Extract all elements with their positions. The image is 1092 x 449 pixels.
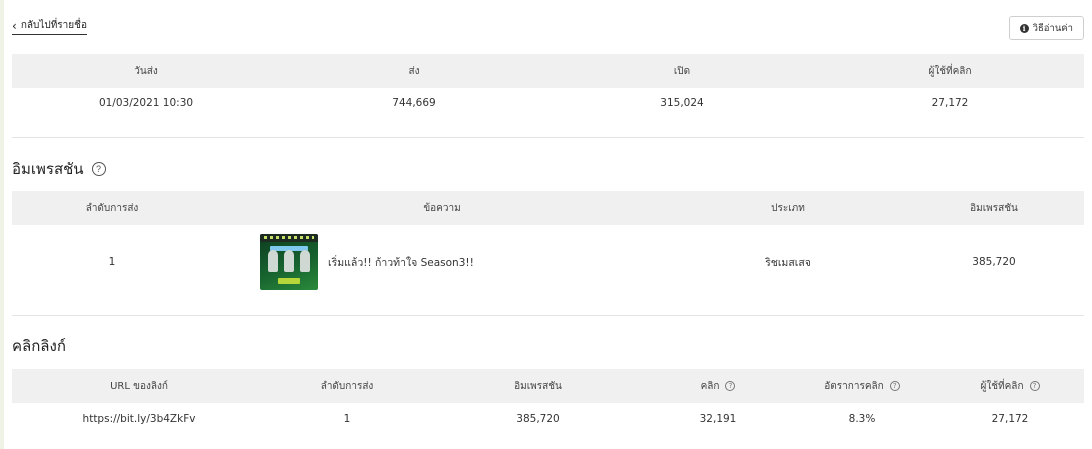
col-click-rate-label: อัตราการคลิก <box>824 380 884 392</box>
help-icon[interactable]: ? <box>1030 381 1040 391</box>
impression-header-row <box>12 191 1084 225</box>
divider <box>12 137 1084 138</box>
col-users-clicked <box>936 369 1084 403</box>
cell-click-rate: 8.3% <box>848 413 876 425</box>
link-clicks-header-row <box>12 369 1084 403</box>
impression-section-title <box>12 157 106 181</box>
message-text: เริ่มแล้ว!! ก้าวท้าใจ Season3!! <box>328 256 474 269</box>
summary-header-row <box>12 54 1084 88</box>
cell-impressions: 385,720 <box>972 256 1016 268</box>
impression-title-text: อิมเพรสชัน <box>12 161 84 178</box>
how-to-read-label: วิธีอ่านค่า <box>1032 22 1073 34</box>
link-clicks-section-title <box>12 334 66 358</box>
col-send-order: ลำดับการส่ง <box>12 191 212 225</box>
top-bar <box>12 16 1084 40</box>
col-sent: ส่ง <box>280 54 548 88</box>
cell-send-order: 1 <box>343 413 351 425</box>
col-impressions: อิมเพรสชัน <box>904 191 1084 225</box>
summary-table <box>12 54 1084 118</box>
cell-link-url[interactable]: https://bit.ly/3b4ZkFv <box>82 413 196 425</box>
back-link-label: กลับไปที่รายชื่อ <box>20 20 87 31</box>
col-clicks <box>648 369 788 403</box>
help-icon[interactable]: ? <box>725 381 735 391</box>
cell-send-date: 01/03/2021 10:30 <box>98 97 194 109</box>
page <box>4 0 1092 449</box>
chevron-left-icon: ‹ <box>12 18 17 33</box>
cell-impressions: 385,720 <box>516 413 560 425</box>
table-row <box>12 403 1084 435</box>
help-icon[interactable]: ? <box>92 162 106 176</box>
cell-message <box>212 225 672 299</box>
help-icon[interactable]: ? <box>890 381 900 391</box>
link-clicks-title-text: คลิกลิงก์ <box>12 338 66 355</box>
cell-users-clicked: 27,172 <box>931 97 969 109</box>
col-click-rate <box>788 369 936 403</box>
impression-table <box>12 191 1084 299</box>
table-row <box>12 88 1084 118</box>
cell-type: ริชเมสเสจ <box>765 256 811 269</box>
col-impressions: อิมเพรสชัน <box>428 369 648 403</box>
how-to-read-button[interactable] <box>1009 16 1084 40</box>
back-to-list-link[interactable] <box>12 18 87 35</box>
col-users-clicked-label: ผู้ใช้ที่คลิก <box>980 380 1024 392</box>
cell-clicks: 32,191 <box>699 413 737 425</box>
col-type: ประเภท <box>672 191 904 225</box>
col-clicks-label: คลิก <box>700 380 720 392</box>
link-clicks-table <box>12 369 1084 435</box>
col-message: ข้อความ <box>212 191 672 225</box>
col-send-date: วันส่ง <box>12 54 280 88</box>
info-icon: i <box>1020 24 1029 33</box>
col-send-order: ลำดับการส่ง <box>266 369 428 403</box>
cell-users-clicked: 27,172 <box>991 413 1029 425</box>
divider <box>12 315 1084 316</box>
table-row <box>12 225 1084 299</box>
col-link-url: URL ของลิงก์ <box>12 369 266 403</box>
cell-send-order: 1 <box>108 256 116 268</box>
message-thumbnail-image[interactable] <box>260 234 318 290</box>
cell-sent: 744,669 <box>392 97 436 109</box>
col-opened: เปิด <box>548 54 816 88</box>
cell-opened: 315,024 <box>660 97 704 109</box>
col-users-clicked: ผู้ใช้ที่คลิก <box>816 54 1084 88</box>
